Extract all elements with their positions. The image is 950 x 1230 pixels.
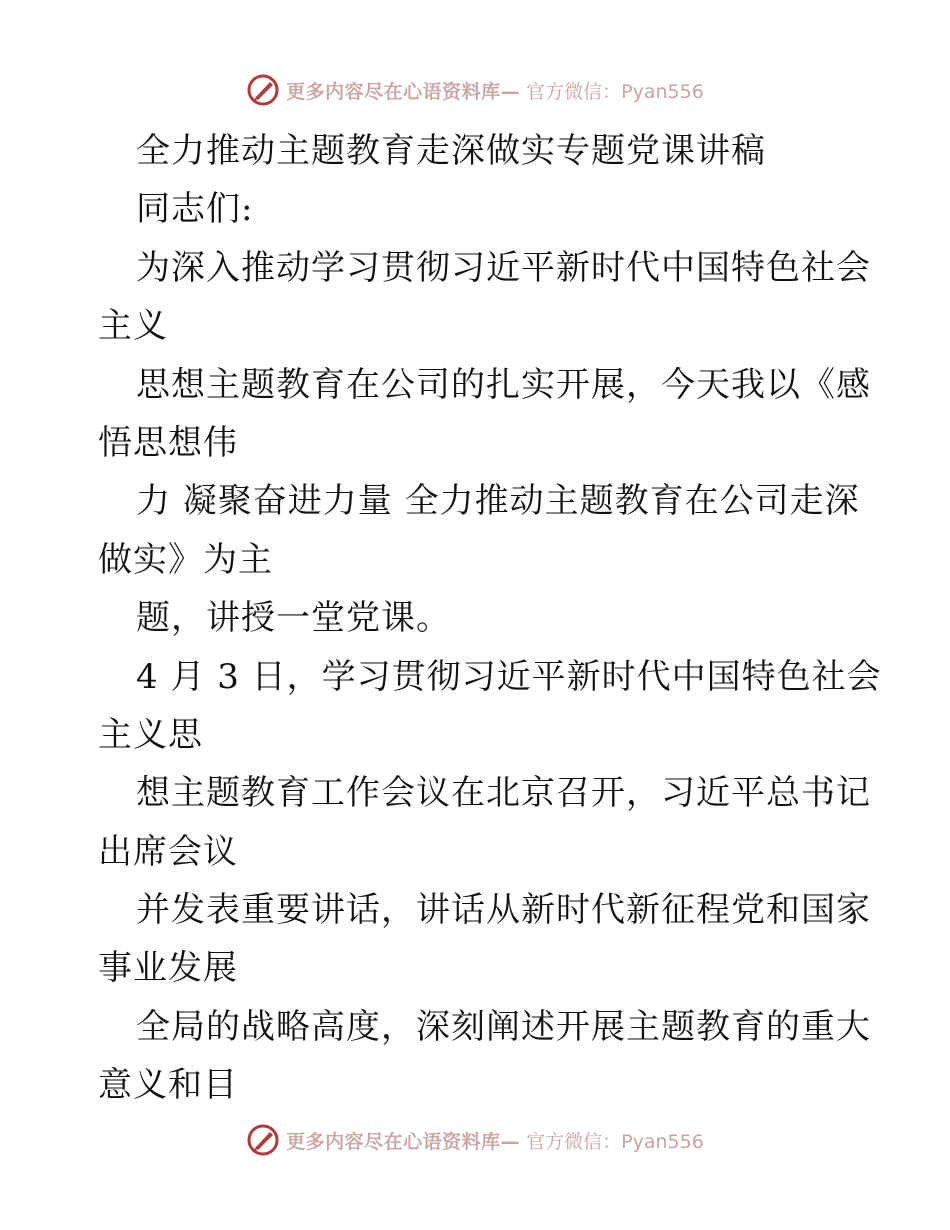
watermark-wechat: 官方微信：Pyan556: [526, 1130, 704, 1153]
footer-watermark: [0, 1120, 950, 1160]
text-line: 思想主题教育在公司的扎实开展，今天我以《感: [136, 364, 871, 405]
watermark-text: 更多内容尽在心语资料库—: [286, 1130, 521, 1153]
text-line: 主义: [98, 306, 168, 347]
text-line: 力 凝聚奋进力量 全力推动主题教育在公司走深: [136, 481, 860, 522]
text-line: 主义思: [98, 714, 203, 755]
watermark-wechat: 官方微信：Pyan556: [526, 80, 704, 103]
text-line: 做实》为主: [98, 539, 273, 580]
text-line: 想主题教育工作会议在北京召开，习近平总书记: [136, 773, 871, 814]
text-line: 为深入推动学习贯彻习近平新时代中国特色社会: [136, 247, 871, 288]
text-line: 同志们:: [136, 189, 254, 230]
text-line: 题，讲授一堂党课。: [136, 598, 451, 639]
text-line: 意义和目: [98, 1065, 238, 1106]
text-line: 事业发展: [98, 948, 238, 989]
text-line: 全局的战略高度，深刻阐述开展主题教育的重大: [136, 1006, 871, 1047]
text-line: 4 月 3 日，学习贯彻习近平新时代中国特色社会: [136, 656, 882, 697]
quill-logo-icon: [246, 1123, 280, 1157]
document-body: [98, 122, 882, 1115]
text-line: 出席会议: [98, 831, 238, 872]
text-line: 全力推动主题教育走深做实专题党课讲稿: [136, 131, 766, 171]
header-watermark: [0, 70, 950, 110]
watermark-text: 更多内容尽在心语资料库—: [286, 80, 521, 103]
text-line: 并发表重要讲话，讲话从新时代新征程党和国家: [136, 890, 871, 931]
text-line: 悟思想伟: [98, 422, 238, 463]
quill-logo-icon: [246, 73, 280, 107]
